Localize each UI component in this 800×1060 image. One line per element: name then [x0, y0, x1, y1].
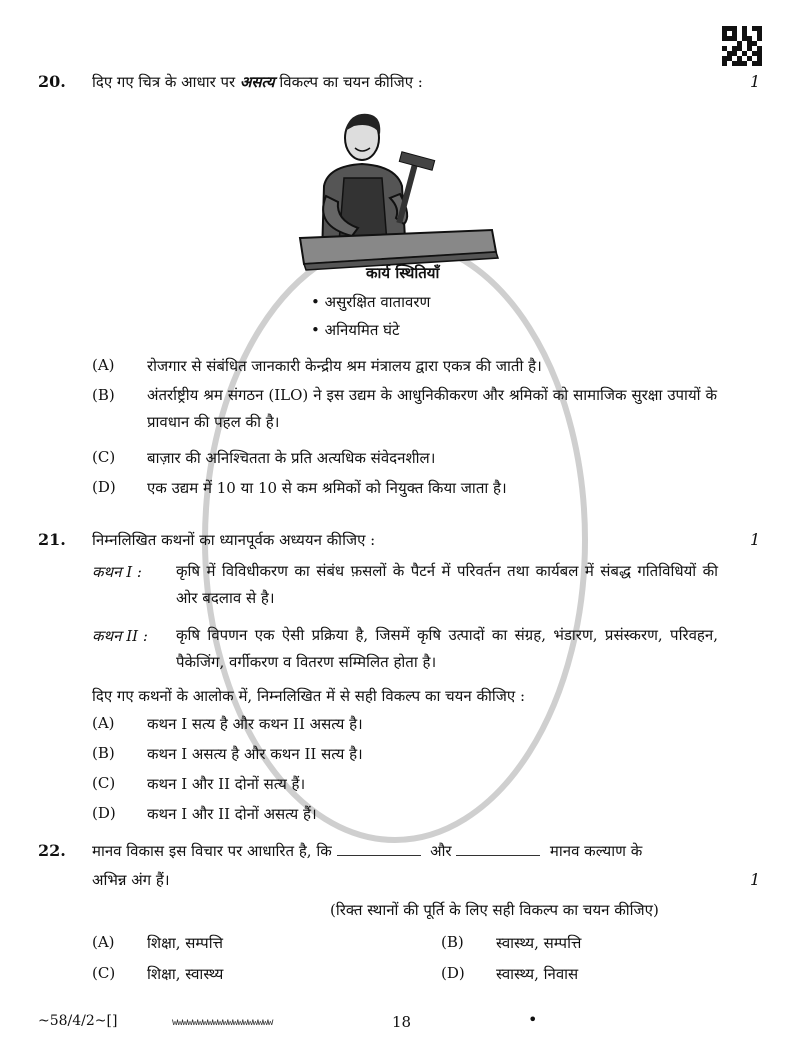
option-text: कथन I और II दोनों असत्य हैं।	[147, 805, 317, 823]
page-number: 18	[392, 1013, 412, 1031]
question-22-number: 22.	[38, 841, 66, 860]
question-20-text-start: दिए गए चित्र के आधार पर	[92, 73, 240, 91]
question-20-text-end: विकल्प का चयन कीजिए :	[274, 73, 423, 91]
blank-2	[456, 843, 540, 856]
figure-caption: कार्य स्थितियाँ	[366, 264, 440, 282]
figure-bullet: • अनियमित घंटे	[311, 320, 400, 340]
question-21-marks: 1	[750, 530, 761, 549]
figure-bullet: • असुरक्षित वातावरण	[311, 292, 430, 312]
option-text: स्वास्थ्य, सम्पत्ति	[496, 934, 582, 952]
question-20-number: 20.	[38, 72, 66, 91]
question-20-text	[92, 72, 423, 92]
qr-code	[722, 26, 762, 66]
option-text: रोजगार से संबंधित जानकारी केन्द्रीय श्रम मंत्रालय द्वारा एकत्र की जाती है।	[147, 357, 542, 375]
statement-2-label: कथन II :	[92, 627, 148, 645]
question-22-marks: 1	[750, 870, 761, 889]
question-22-text	[92, 841, 642, 861]
question-21-instruction: दिए गए कथनों के आलोक में, निम्नलिखित में से सही विकल्प का चयन कीजिए :	[92, 687, 525, 705]
option-text: एक उद्यम में 10 या 10 से कम श्रमिकों को नियुक्त किया जाता है।	[147, 479, 507, 497]
option-letter: (D)	[92, 478, 116, 496]
question-21-number: 21.	[38, 530, 66, 549]
statement-1-text: कृषि में विविधीकरण का संबंध फ़सलों के पैटर्न में परिवर्तन तथा कार्यबल में संबद्ध गतिविधियों की ओर बदलाव से है।	[176, 562, 718, 607]
worker-illustration	[292, 106, 502, 271]
footer-squiggle: wwwwwwwwwwwwwwwwwwww	[172, 1017, 273, 1028]
question-20-marks: 1	[750, 72, 761, 91]
option-text: शिक्षा, स्वास्थ्य	[147, 965, 224, 983]
option-text: कथन I असत्य है और कथन II सत्य है।	[147, 745, 363, 763]
option-text: शिक्षा, सम्पत्ति	[147, 934, 223, 952]
footer-code: ~58/4/2~[]	[38, 1013, 118, 1029]
option-letter: (B)	[441, 933, 464, 951]
option-letter: (A)	[92, 933, 115, 951]
statement-1-label: कथन I :	[92, 563, 142, 581]
question-22-text-part2: और	[430, 842, 452, 860]
statement-2-text: कृषि विपणन एक ऐसी प्रक्रिया है, जिसमें कृषि उत्पादों का संग्रह, भंडारण, प्रसंस्करण, परिवहन, पैकेजिंग, वर्गीकरण व वितरण सम्मिलित होता है।	[176, 626, 718, 671]
blank-1	[337, 843, 421, 856]
option-letter: (C)	[92, 964, 116, 982]
option-text: अंतर्राष्ट्रीय श्रम संगठन (ILO) ने इस उद्यम के आधुनिकीकरण और श्रमिकों को सामाजिक सुरक्षा उपायों के प्रावधान की पहल की है।	[147, 386, 717, 431]
option-text: बाज़ार की अनिश्चितता के प्रति अत्यधिक संवेदनशील।	[147, 449, 436, 467]
option-text: कथन I सत्य है और कथन II असत्य है।	[147, 715, 363, 733]
option-text: कथन I और II दोनों सत्य हैं।	[147, 775, 306, 793]
question-22-text-part3: मानव कल्याण के	[549, 842, 643, 860]
option-letter: (B)	[92, 386, 115, 404]
question-22-instruction: (रिक्त स्थानों की पूर्ति के लिए सही विकल्प का चयन कीजिए)	[330, 901, 659, 919]
option-letter: (D)	[441, 964, 465, 982]
question-22-text-line2: अभिन्न अंग हैं।	[92, 871, 170, 889]
option-letter: (C)	[92, 448, 116, 466]
option-text: स्वास्थ्य, निवास	[496, 965, 579, 983]
question-21-text: निम्नलिखित कथनों का ध्यानपूर्वक अध्ययन कीजिए :	[92, 531, 376, 549]
option-letter: (B)	[92, 744, 115, 762]
option-letter: (A)	[92, 714, 115, 732]
footer-dot: •	[528, 1010, 538, 1029]
question-22-text-part1: मानव विकास इस विचार पर आधारित है, कि	[92, 842, 332, 860]
option-letter: (D)	[92, 804, 116, 822]
option-letter: (A)	[92, 356, 115, 374]
question-20-emphasis: असत्य	[239, 73, 275, 91]
option-letter: (C)	[92, 774, 116, 792]
